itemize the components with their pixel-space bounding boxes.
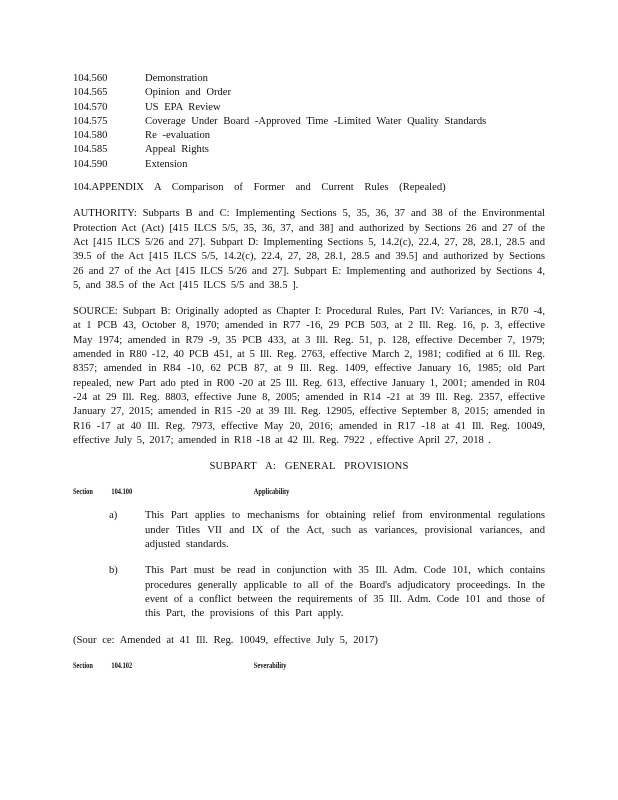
toc-row [73,72,545,86]
source-note: (Sour ce: Amended at 41 Ill. Reg. 10049, effective July 5, 2017) [73,634,378,646]
toc-row [73,158,545,172]
appendix-line: 104.APPENDIX A Comparison of Former and Current Rules (Repealed) [73,182,446,194]
section-number: 104.102 [111,660,133,670]
section-title: Severability [253,660,287,670]
toc-number: 104.590 [73,158,108,170]
section-heading [73,660,451,671]
toc-title: Demonstration [145,73,208,84]
section-title: Applicability [253,487,290,497]
toc-row [73,143,545,157]
list-item [73,564,545,621]
toc-number: 104.585 [73,144,108,156]
section-label: Section [73,487,93,497]
table-of-contents [73,72,545,172]
toc-number: 104.565 [73,87,108,99]
list-letter: a) [109,510,118,522]
toc-title: US EPA Review [145,101,221,113]
toc-number: 104.580 [73,130,108,142]
toc-number: 104.570 [73,101,108,113]
section-heading [73,486,451,497]
list-text: This Part applies to mechanisms for obtaining relief from environmental regulations under Titles VII and IX of the Act, such as variances, provisional variances, and adjusted standards. [145,510,545,551]
toc-row [73,129,545,143]
section-number: 104.100 [111,487,133,497]
toc-row [73,101,545,115]
toc-title: Coverage Under Board -Approved Time -Limited Water Quality Standards [145,115,487,127]
list-item [73,509,545,552]
subpart-heading: SUBPART A: GENERAL PROVISIONS [209,461,409,473]
toc-row [73,86,545,100]
toc-number: 104.575 [73,115,108,127]
document-page [73,72,545,671]
source-paragraph: SOURCE: Subpart B: Originally adopted as Chapter I: Procedural Rules, Part IV: Variances, in R70 -4, at 1 PCB 43, October 8, 1970; amended in R77 -16, 29 PCB 503, at 2 Ill. Reg. 16, p. 3, effective May 1974; amended in R79 -9, 35 PCB 433, at 3 Ill. Reg. 51, p. 128, effective December 7, 1979; amended in R80 -12, 40 PCB 451, at 5 Ill. Reg. 2763, effective March 2, 1981; codified at 6 Ill. Reg. 8357; amended in R84 -10, 62 PCB 87, at 9 Ill. Reg. 1409, effective January 16, 1985; old Part repealed, new Part ado pted in R00 -20 at 25 Ill. Reg. 613, effective January 1, 2001; amended in R04 -24 at 29 Ill. Reg. 8803, effective June 8, 2005; amended in R14 -21 at 39 Ill. Reg. 2357, effective January 27, 2015; amended in R15 -20 at 39 Ill. Reg. 12905, effective September 8, 2015; amended in R16 -17 at 40 Ill. Reg. 7973, effective May 20, 2016; amended in R17 -18 at 41 Ill. Reg. 10049, effective July 5, 2017; amended in R18 -18 at 42 Ill. Reg. 7922 , effective April 27, 2018 . [73,306,545,446]
toc-number: 104.560 [73,73,108,84]
authority-paragraph: AUTHORITY: Subparts B and C: Implementing Sections 5, 35, 36, 37 and 38 of the Environmental Protection Act (Act) [415 ILCS 5/5, 35, 36, 37, and 38] and authorized by Sections 26 and 27 of the Act [415 ILCS 5/26 and 27]. Subpart D: Implementing Sections 5, 14.2(c), 22.4, 27, 28, 28.1, 28.5 and 39.5 of the Act [415 ILCS 5/5, 14.2(c), 22.4, 27, 28, 28.1, 28.5 and 39.5] and authorized by Sections 26 and 27 of the Act [415 ILCS 5/26 and 27]. Subpart E: Implementing and authorized by Sections 4, 5, and 38.5 of the Act [415 ILCS 5/5 and 38.5 ]. [73,208,545,291]
section-label: Section [73,660,93,670]
list-letter: b) [109,565,118,577]
toc-title: Re -evaluation [145,130,211,142]
toc-title: Opinion and Order [145,87,232,99]
toc-title: Appeal Rights [145,144,209,156]
toc-row [73,115,545,129]
toc-title: Extension [145,158,188,170]
list-text: This Part must be read in conjunction with 35 Ill. Adm. Code 101, which contains procedures generally applicable to all of the Board's adjudicatory proceedings. In the event of a conflict between the requirements of 35 Ill. Adm. Code 101 and those of this Part, the provisions of this Part apply. [145,565,545,620]
